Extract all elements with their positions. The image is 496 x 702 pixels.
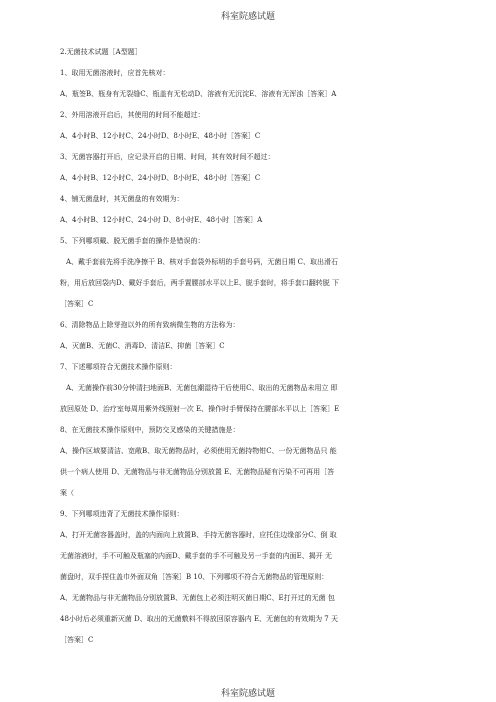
text-line: 6、清除物品上除芽孢以外的所有致病微生物的方法称为：: [60, 321, 240, 329]
text-line: 放回原处 D、治疗室每周用紫外线照射一次 E、操作时手臂保持在腰部水平以上［答案］E: [60, 405, 340, 413]
text-line: 案（: [60, 489, 74, 497]
text-line: A、4小时B、12小时C、24小时 D、8小时E、48小时［答案］A: [60, 216, 263, 224]
text-line: A、戴手套前先将手洗净擦干 B、核对手套袋外标明的手套号码，无菌日期 C、取出滑石: [66, 258, 339, 266]
text-line: ［答案］C: [60, 636, 94, 644]
text-line: 粉，用后放回袋内D、戴好手套后，两手置腰部水平以上E、脱手套时，将手套口翻转脱 下: [60, 279, 339, 287]
text-line: 9、下列哪项违背了无菌技术操作原则：: [60, 510, 184, 518]
text-line: 菌盘时，双手捏住盖巾外面双角［答案］B 10、下列哪项不符合无菌物品的管理原则：: [60, 573, 329, 581]
text-line: 1、取用无菌溶液时，应首先核对：: [60, 69, 170, 77]
text-line: A、操作区域要清洁、宽敞B、取无菌物品时，必须使用无菌持物钳C、一份无菌物品只 能: [60, 447, 337, 455]
text-line: 7、下述哪项符合无菌技术操作原则：: [60, 363, 177, 371]
text-line: A、灭菌B、无菌C、消毒D、清洁E、抑菌［答案］C: [60, 342, 225, 350]
text-line: 8、在无菌技术操作原则中，预防交叉感染的关键措施是：: [60, 426, 240, 434]
page-header: 科室院感试题: [220, 12, 275, 22]
text-line: A、打开无菌容器盖时，盖的内面向上放置B、手持无菌容器时，应托住边缘部分C、倒 取: [60, 531, 337, 539]
page-footer: 科室院感试题: [220, 689, 275, 699]
document-body: [60, 47, 430, 656]
text-line: A、无菌物品与非无菌物品分别放置B、无菌包上必须注明灭菌日期C、E打开过的无菌 包: [60, 594, 335, 602]
text-line: A、无菌操作前30分钟清扫地面B、无菌包潮湿待干后使用C、取出的无菌物品未用立 即: [66, 384, 338, 392]
text-line: 3、无菌容器打开后，应记录开启的日期、时间，其有效时间不超过：: [60, 153, 275, 161]
text-line: 供一个病人使用 D、无菌物品与非无菌物品分别放置 E、无菌物品疑有污染不可再用［答: [60, 468, 335, 476]
text-line: 2.无菌技术试题［A型题］: [60, 48, 142, 56]
text-line: 无菌溶液时，手不可触及瓶塞的内面D、戴手套的手不可触及另一手套的内面E、揭开 无: [60, 552, 332, 560]
text-line: A、瓶签B、瓶身有无裂缝C、瓶盖有无松动D、溶液有无沉淀E、溶液有无浑浊［答案］A: [60, 90, 337, 98]
text-line: ［答案］C: [60, 300, 94, 308]
text-line: 48小时后必须重新灭菌 D、取出的无菌敷料不得放回原容器内 E、无菌包的有效期为 7 天: [60, 615, 338, 623]
text-line: 5、下列哪项戴、脱无菌手套的操作是错误的：: [60, 237, 205, 245]
text-line: A、4小时B、12小时C、24小时D、8小时E、48小时［答案］C: [60, 132, 261, 140]
text-line: A、4小时B、12小时C、24小时D、8小时E、48小时［答案］C: [60, 174, 261, 182]
text-line: 2、外用溶液开启后，其使用的时间不能超过：: [60, 111, 205, 119]
text-line: 4、铺无菌盘时，其无菌盘的有效期为：: [60, 195, 184, 203]
